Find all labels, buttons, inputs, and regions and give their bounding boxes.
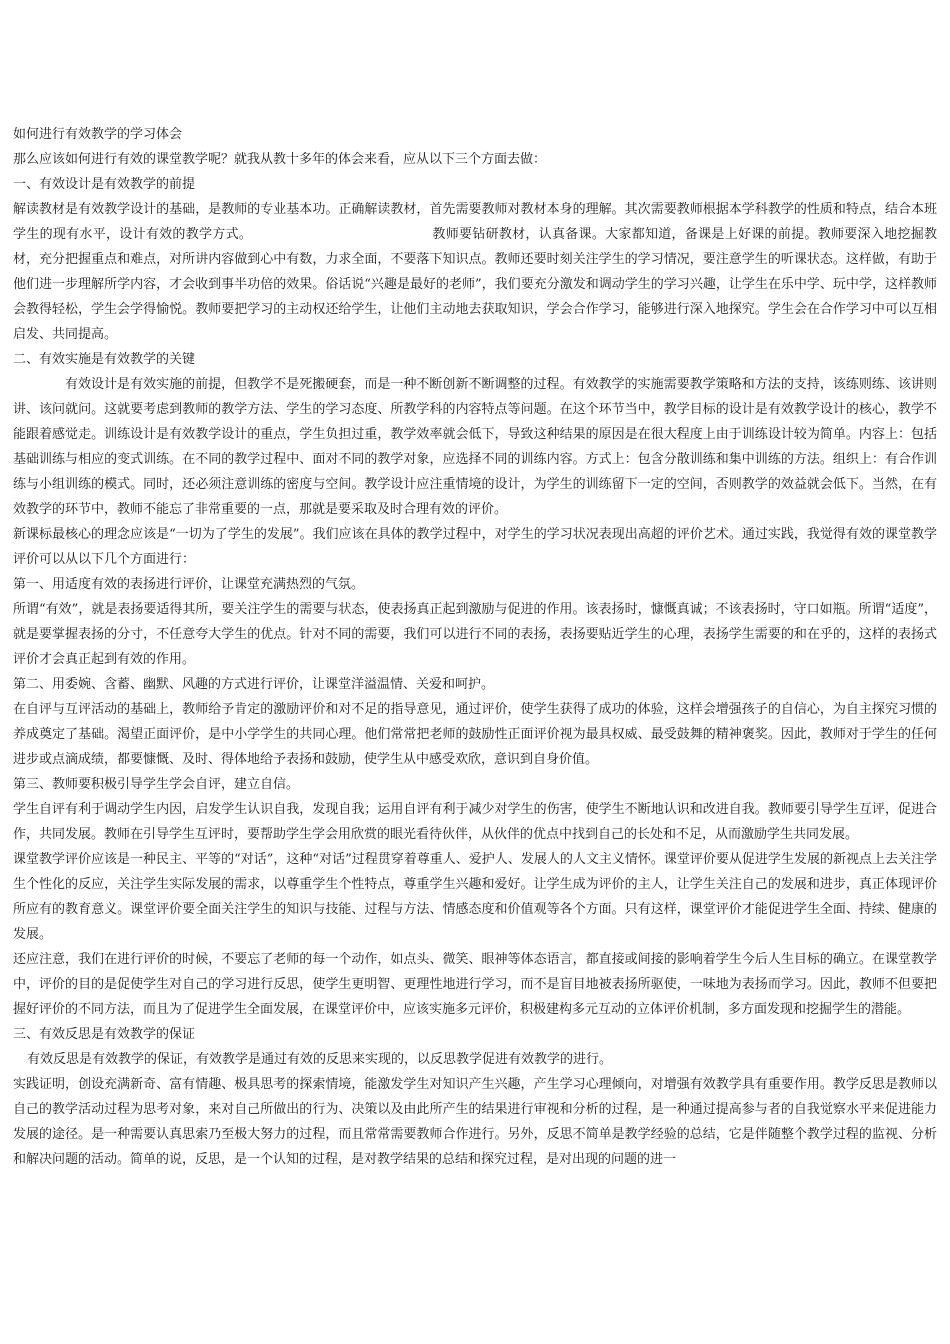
section-1-paragraph-part-b: 教师要钻研教材，认真备课。大家都知道，备课是上好课的前提。教师要深入地挖掘教材，充分把握重点和难点，对所讲内容做到心中有数，力求全面，不要落下知识点。教师还要时刻关注学生的学习情况，要注意学生的听课状态。这样做，有助于他们进一步理解所学内容，才会收到事半功倍的效果。俗话说“兴趣是最好的老师”，我们要充分激发和调动学生的学习兴趣，让学生在乐中学、玩中学，这样教师会教得轻松，学生会学得愉悦。教师要把学习的主动权还给学生，让他们主动地去获取知识，学会合作学习，能够进行深入地探究。学生会在合作学习中可以互相启发、共同提高。: [13, 227, 937, 342]
section-2-paragraph-2: 新课标最核心的理念应该是“一切为了学生的发展”。我们应该在具体的教学过程中，对学生的学习状况表现出高超的评价艺术。通过实践，我觉得有效的课堂教学评价可以从以下几个方面进行：: [13, 527, 937, 567]
subheading-3: 第三、教师要积极引导学生学会自评，建立自信。: [13, 777, 300, 792]
subheading-1-paragraph: 所谓“有效”，就是表扬要适得其所，要关注学生的需要与状态，使表扬真正起到激励与促进的作用。该表扬时，慷慨真诚；不该表扬时，守口如瓶。所谓“适度”，就是要掌握表扬的分寸，不任意夸大学生的优点。针对不同的需要，我们可以进行不同的表扬，表扬要贴近学生的心理，表扬学生需要的和在乎的，这样的表扬式评价才会真正起到有效的作用。: [13, 602, 937, 667]
section-1-heading: 一、有效设计是有效教学的前提: [13, 177, 196, 192]
section-1-paragraph-part-a: 解读教材是有效教学设计的基础，是教师的专业基本功。正确解读教材，首先需要教师对教材本身的理解。其次需要教师根据本学科教学的性质和特点，结合本班学生的现有水平，设计有效的教学方式。: [13, 202, 937, 242]
subheading-2: 第二、用委婉、含蓄、幽默、风趣的方式进行评价，让课堂洋溢温情、关爱和呵护。: [13, 677, 495, 692]
section-3-paragraph-1: 有效反思是有效教学的保证，有效教学是通过有效的反思来实现的，以反思教学促进有效教学的进行。: [27, 1052, 613, 1067]
document-title: 如何进行有效教学的学习体会: [13, 127, 183, 142]
subheading-2-paragraph: 在自评与互评活动的基础上，教师给予肯定的激励评价和对不足的指导意见，通过评价，使学生获得了成功的体验，这样会增强孩子的自信心，为自主探究习惯的养成奠定了基础。渴望正面评价，是中小学学生的共同心理。他们常常把老师的鼓励性正面评价视为最具权威、最受鼓舞的精神褒奖。因此，教师对于学生的任何进步或点滴成绩，都要慷慨、及时、得体地给予表扬和鼓励，使学生从中感受欢欣，意识到自身价值。: [13, 702, 937, 767]
section-3-paragraph-2: 实践证明，创设充满新奇、富有情趣、极具思考的探索情境，能激发学生对知识产生兴趣，产生学习心理倾向，对增强有效教学具有重要作用。教学反思是教师以自己的教学活动过程为思考对象，来对自己所做出的行为、决策以及由此所产生的结果进行审视和分析的过程，是一种通过提高参与者的自我觉察水平来促进能力发展的途径。是一种需要认真思索乃至极大努力的过程，而且常常需要教师合作进行。另外，反思不简单是教学经验的总结，它是伴随整个教学过程的监视、分析和解决问题的活动。简单的说，反思，是一个认知的过程，是对教学结果的总结和探究过程，是对出现的问题的进一: [13, 1077, 937, 1167]
document-page: [13, 122, 937, 1172]
section-2-paragraph-1: 有效设计是有效实施的前提，但教学不是死搬硬套，而是一种不断创新不断调整的过程。有效教学的实施需要教学策略和方法的支持，该练则练、该讲则讲、该问就问。这就要考虑到教师的教学方法、学生的学习态度、所教学科的内容特点等问题。在这个环节当中，教学目标的设计是有效教学设计的核心，教学不能跟着感觉走。训练设计是有效教学设计的重点，学生负担过重，教学效率就会低下，导致这种结果的原因是在很大程度上由于训练设计较为简单。内容上：包括基础训练与相应的变式训练。在不同的教学过程中、面对不同的教学对象，应选择不同的训练内容。方式上：包含分散训练和集中训练的方法。组织上：有合作训练与小组训练的模式。同时，还必须注意训练的密度与空间。教学设计应注重情境的设计，为学生的训练留下一定的空间，否则教学的效益就会低下。当然，在有效教学的环节中，教师不能忘了非常重要的一点，那就是要采取及时合理有效的评价。: [13, 377, 937, 517]
section-2-paragraph-4: 还应注意，我们在进行评价的时候，不要忘了老师的每一个动作，如点头、微笑、眼神等体态语言，都直接或间接的影响着学生今后人生目标的确立。在课堂教学中，评价的目的是促使学生对自己的学习进行反思，使学生更明智、更理性地进行学习，而不是盲目地被表扬所驱使，一味地为表扬而学习。因此，教师不但要把握好评价的不同方法，而且为了促进学生全面发展，在课堂评价中，应该实施多元评价，积极建构多元互动的立体评价机制，多方面发现和挖掘学生的潜能。: [13, 952, 937, 1017]
section-1-paragraph: [13, 197, 937, 347]
subheading-1: 第一、用适度有效的表扬进行评价，让课堂充满热烈的气氛。: [13, 577, 365, 592]
section-2-heading: 二、有效实施是有效教学的关键: [13, 352, 196, 367]
section-2-paragraph-3: 课堂教学评价应该是一种民主、平等的“对话”，这种“对话”过程贯穿着尊重人、爱护人、发展人的人文主义情怀。课堂评价要从促进学生发展的新视点上去关注学生个性化的反应，关注学生实际发展的需求，以尊重学生个性特点，尊重学生兴趣和爱好。让学生成为评价的主人，让学生关注自己的发展和进步，真正体现评价所应有的教育意义。课堂评价要全面关注学生的知识与技能、过程与方法、情感态度和价值观等各个方面。只有这样，课堂评价才能促进学生全面、持续、健康的发展。: [13, 852, 937, 942]
section-3-heading: 三、有效反思是有效教学的保证: [13, 1027, 196, 1042]
subheading-3-paragraph: 学生自评有利于调动学生内因，启发学生认识自我，发现自我；运用自评有利于减少对学生的伤害，使学生不断地认识和改进自我。教师要引导学生互评，促进合作，共同发展。教师在引导学生互评时，要帮助学生学会用欣赏的眼光看待伙伴，从伙伴的优点中找到自己的长处和不足，从而激励学生共同发展。: [13, 802, 937, 842]
intro-paragraph: 那么应该如何进行有效的课堂教学呢？就我从教十多年的体会来看，应从以下三个方面去做：: [13, 152, 547, 167]
